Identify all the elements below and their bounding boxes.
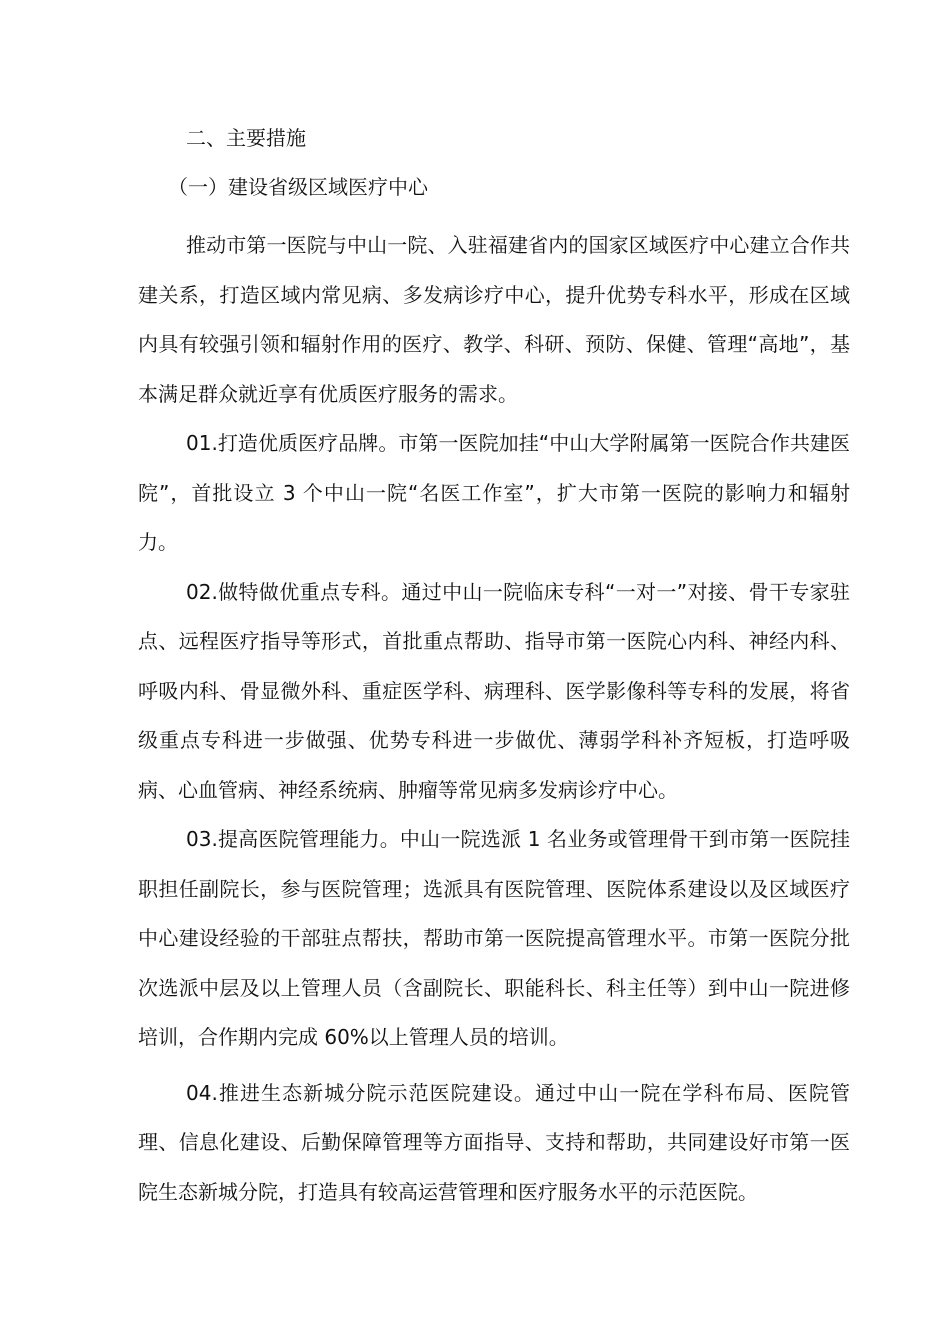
document-body — [138, 118, 850, 1217]
paragraph-item-01: 01.打造优质医疗品牌。市第一医院加挂“中山大学附属第一医院合作共建医院”，首批设立 3 个中山一院“名医工作室”，扩大市第一医院的影响力和辐射力。 — [138, 431, 850, 554]
section-heading: 二、主要措施 — [186, 126, 306, 150]
paragraph-item-03: 03.提高医院管理能力。中山一院选派 1 名业务或管理骨干到市第一医院挂职担任副院长，参与医院管理；选派具有医院管理、医院体系建设以及区域医疗中心建设经验的干部驻点帮扶，帮助市第一医院提高管理水平。市第一医院分批次选派中层及以上管理人员（含副院长、职能科长、科主任等）到中山一院进修培训，合作期内完成 60%以上管理人员的培训。 — [138, 827, 850, 1049]
paragraph-item-04: 04.推进生态新城分院示范医院建设。通过中山一院在学科布局、医院管理、信息化建设、后勤保障管理等方面指导、支持和帮助，共同建设好市第一医院生态新城分院，打造具有较高运营管理和医疗服务水平的示范医院。 — [138, 1080, 850, 1204]
subsection-heading: （一）建设省级区域医疗中心 — [168, 175, 428, 199]
paragraph-intro: 推动市第一医院与中山一院、入驻福建省内的国家区域医疗中心建立合作共建关系，打造区域内常见病、多发病诊疗中心，提升优势专科水平，形成在区域内具有较强引领和辐射作用的医疗、教学、科研、预防、保健、管理“高地”，基本满足群众就近享有优质医疗服务的需求。 — [138, 233, 850, 406]
paragraph-item-02: 02.做特做优重点专科。通过中山一院临床专科“一对一”对接、骨干专家驻点、远程医疗指导等形式，首批重点帮助、指导市第一医院心内科、神经内科、呼吸内科、骨显微外科、重症医学科、病理科、医学影像科等专科的发展，将省级重点专科进一步做强、优势专科进一步做优、薄弱学科补齐短板，打造呼吸病、心血管病、神经系统病、肿瘤等常见病多发病诊疗中心。 — [138, 579, 850, 802]
